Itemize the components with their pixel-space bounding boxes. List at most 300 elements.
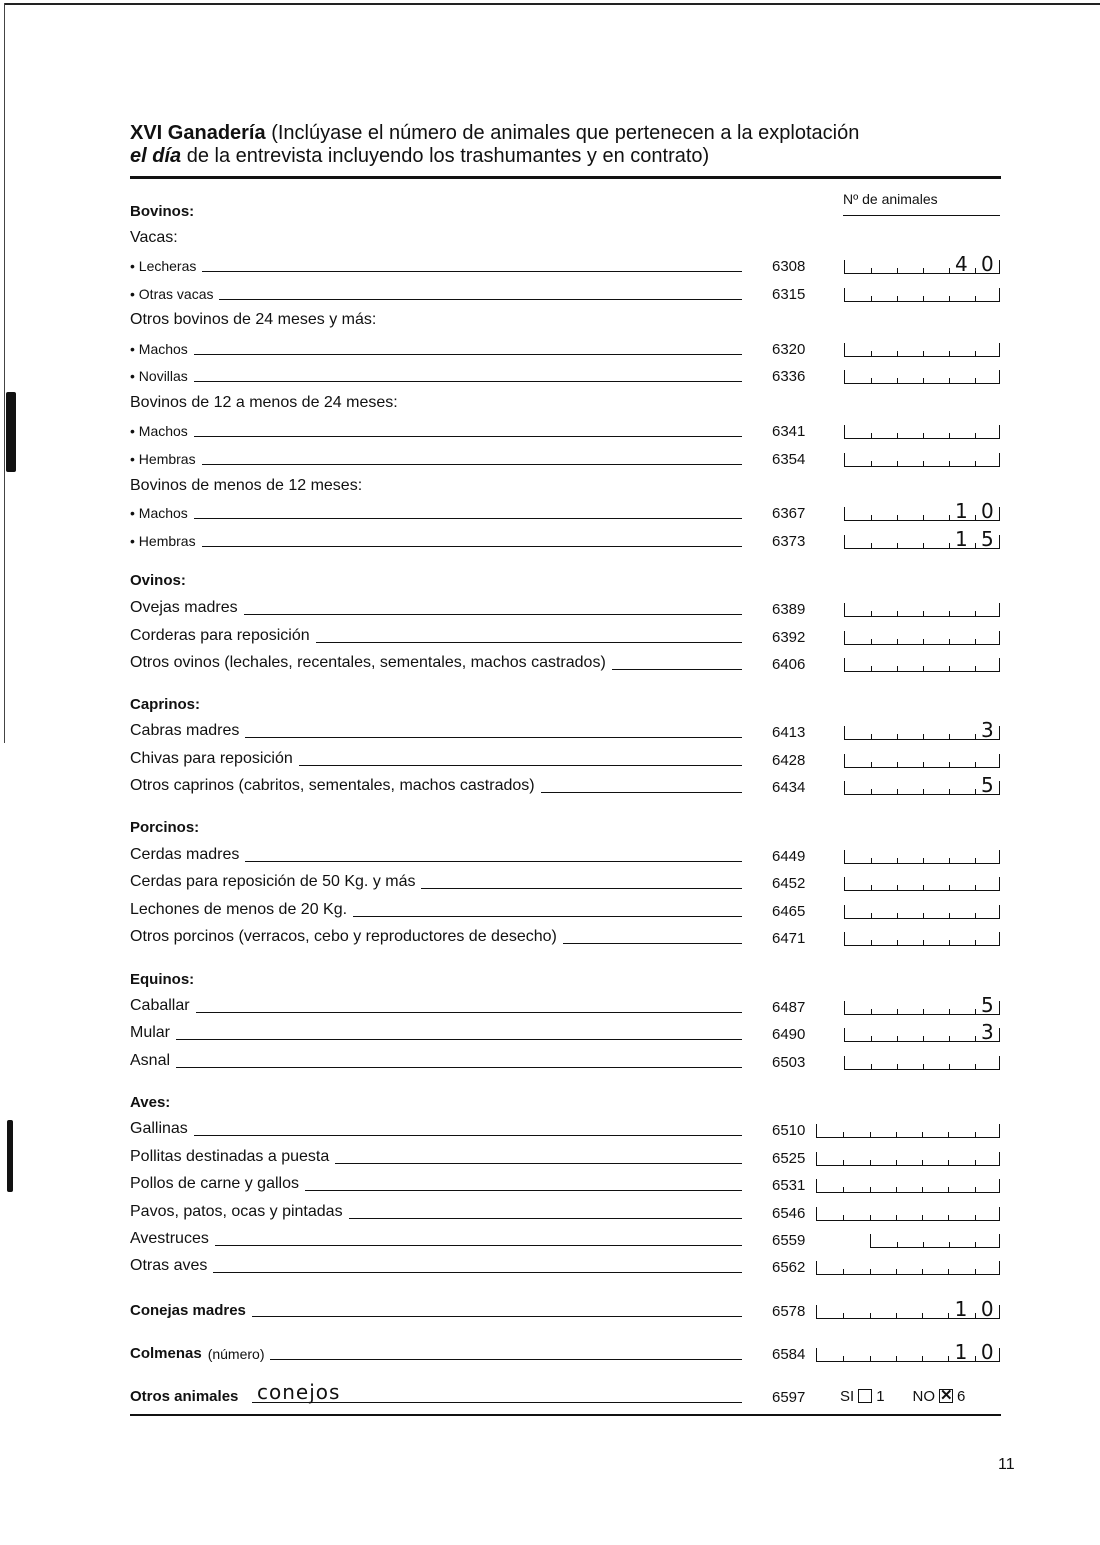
- digit-separator: [949, 1242, 950, 1247]
- digit-separator: [897, 789, 898, 794]
- digit-boxes-lecheras[interactable]: [844, 260, 1000, 274]
- row-label: Asnal: [130, 1052, 171, 1069]
- digit-separator: [923, 666, 924, 671]
- section-number: XVI Ganadería: [130, 122, 266, 144]
- leader-line: [194, 436, 742, 437]
- heading-vacas: Vacas:: [130, 229, 178, 246]
- row-label: • Machos: [130, 341, 188, 357]
- digit-separator: [975, 940, 976, 945]
- leader-line: [202, 271, 742, 272]
- leader-line: [215, 1245, 742, 1246]
- yes-no-options: [840, 1388, 965, 1405]
- handwritten-digit: 1: [955, 499, 968, 523]
- digit-separator: [870, 1215, 871, 1220]
- row-label: Colmenas: [130, 1345, 202, 1362]
- heading-bovinos: Bovinos:: [130, 203, 195, 220]
- row-label: Caballar: [130, 997, 190, 1014]
- digit-separator: [949, 611, 950, 616]
- digit-separator: [948, 1187, 949, 1192]
- digit-separator: [949, 433, 950, 438]
- digit-boxes-machos-menos-12[interactable]: [844, 507, 1000, 521]
- digit-separator: [975, 351, 976, 356]
- handwritten-digit: 5: [981, 773, 994, 797]
- digit-boxes-otras-vacas[interactable]: [844, 288, 1000, 302]
- digit-separator: [870, 1269, 871, 1274]
- digit-separator: [871, 858, 872, 863]
- field-code: 6389: [772, 601, 806, 618]
- digit-separator: [871, 461, 872, 466]
- row-label: Ovejas madres: [130, 599, 238, 616]
- leader-line: [176, 1067, 742, 1068]
- digit-separator: [870, 1132, 871, 1137]
- digit-separator: [975, 296, 976, 301]
- row-label: Gallinas: [130, 1120, 188, 1137]
- digit-separator: [897, 913, 898, 918]
- digit-separator: [948, 1132, 949, 1137]
- digit-separator: [843, 1215, 844, 1220]
- field-code: 6487: [772, 999, 806, 1016]
- form-row-colmenas: [130, 1342, 1001, 1366]
- field-code: 6336: [772, 368, 806, 385]
- field-code: 6320: [772, 341, 806, 358]
- row-label: Lechones de menos de 20 Kg.: [130, 901, 348, 918]
- digit-separator: [923, 378, 924, 383]
- leader-line: [194, 381, 742, 382]
- row-label: Otros animales: [130, 1388, 239, 1405]
- form-row-ovejas-madres: [130, 597, 1001, 621]
- handwritten-digit: 4: [955, 252, 968, 276]
- digit-separator: [949, 666, 950, 671]
- digit-boxes-lechones[interactable]: [844, 905, 1000, 919]
- si-checkbox[interactable]: [858, 1389, 872, 1403]
- leader-line: [219, 299, 742, 300]
- digit-separator: [923, 1036, 924, 1041]
- field-code: 6562: [772, 1259, 806, 1276]
- row-label: • Machos: [130, 505, 188, 521]
- digit-boxes-ovejas-madres[interactable]: [844, 603, 1000, 617]
- handwritten-digit: 3: [981, 718, 994, 742]
- digit-boxes-machos-12-24[interactable]: [844, 425, 1000, 439]
- digit-separator: [897, 1064, 898, 1069]
- digit-separator: [975, 639, 976, 644]
- digit-separator: [871, 639, 872, 644]
- leader-line: [612, 669, 742, 670]
- handwritten-digit: 1: [955, 527, 968, 551]
- digit-separator: [923, 1064, 924, 1069]
- digit-separator: [923, 734, 924, 739]
- digit-boxes-corderas-reposicion[interactable]: [844, 631, 1000, 645]
- form-row-pavos: [130, 1201, 1001, 1225]
- heading-bovinos-menos-12: Bovinos de menos de 12 meses:: [130, 477, 363, 494]
- digit-separator: [896, 1269, 897, 1274]
- digit-separator: [897, 639, 898, 644]
- digit-separator: [975, 1215, 976, 1220]
- leader-line: [196, 1012, 742, 1013]
- heading-aves: Aves:: [130, 1094, 171, 1111]
- digit-separator: [923, 762, 924, 767]
- field-code: 6354: [772, 451, 806, 468]
- leader-line: [305, 1190, 742, 1191]
- digit-separator: [975, 1036, 976, 1041]
- digit-separator: [897, 1009, 898, 1014]
- digit-separator: [871, 789, 872, 794]
- digit-separator: [896, 1313, 897, 1318]
- page-edge-top: [4, 3, 1100, 5]
- page-edge-left: [4, 3, 5, 743]
- handwritten-digit: 1: [954, 1297, 968, 1321]
- form-row-machos-menos-12: [130, 501, 1001, 525]
- digit-separator: [975, 666, 976, 671]
- digit-separator: [897, 378, 898, 383]
- digit-separator: [923, 858, 924, 863]
- form-row-lechones: [130, 899, 1001, 923]
- digit-boxes-cabras-madres[interactable]: [844, 726, 1000, 740]
- leader-line: [194, 354, 742, 355]
- form-row-cabras-madres: [130, 720, 1001, 744]
- form-row-otras-vacas: [130, 282, 1001, 306]
- digit-separator: [871, 296, 872, 301]
- digit-separator: [871, 913, 872, 918]
- handwritten-digit: 0: [980, 1340, 994, 1364]
- leader-line: [245, 737, 742, 738]
- digit-separator: [975, 378, 976, 383]
- digit-boxes-pavos[interactable]: [816, 1207, 1000, 1221]
- digit-separator: [975, 1132, 976, 1137]
- bottom-rule: [130, 1414, 1001, 1416]
- field-code: 6471: [772, 930, 806, 947]
- digit-separator: [948, 1160, 949, 1165]
- digit-boxes-otros-caprinos[interactable]: [844, 781, 1000, 795]
- no-checkbox[interactable]: [939, 1389, 953, 1403]
- digit-separator: [949, 940, 950, 945]
- field-code: 6315: [772, 286, 806, 303]
- field-code: 6510: [772, 1122, 806, 1139]
- title-line-2: [130, 145, 1030, 168]
- row-label: • Hembras: [130, 451, 196, 467]
- leader-line: [299, 765, 742, 766]
- digit-separator: [948, 1215, 949, 1220]
- digit-separator: [949, 378, 950, 383]
- digit-separator: [923, 639, 924, 644]
- form-row-pollos: [130, 1173, 1001, 1197]
- digit-separator: [843, 1269, 844, 1274]
- digit-separator: [975, 1187, 976, 1192]
- field-code: 6525: [772, 1150, 806, 1167]
- row-label: • Hembras: [130, 533, 196, 549]
- digit-separator: [949, 268, 950, 273]
- digit-separator: [871, 734, 872, 739]
- digit-separator: [922, 1132, 923, 1137]
- row-label: Otras aves: [130, 1257, 208, 1274]
- field-code: 6531: [772, 1177, 806, 1194]
- field-code: 6503: [772, 1054, 806, 1071]
- heading-bovinos-12-24: Bovinos de 12 a menos de 24 meses:: [130, 394, 398, 411]
- digit-separator: [897, 543, 898, 548]
- si-label: SI: [840, 1388, 855, 1405]
- digit-separator: [949, 858, 950, 863]
- digit-separator: [948, 1356, 949, 1361]
- digit-separator: [871, 1036, 872, 1041]
- digit-boxes-avestruces[interactable]: [870, 1234, 1000, 1248]
- digit-separator: [897, 1242, 898, 1247]
- digit-separator: [871, 268, 872, 273]
- form-row-otros-ovinos: [130, 652, 1001, 676]
- leader-line: [541, 792, 742, 793]
- form-row-pollitas: [130, 1146, 1001, 1170]
- digit-separator: [897, 433, 898, 438]
- digit-separator: [949, 461, 950, 466]
- field-code: 6465: [772, 903, 806, 920]
- field-code: 6490: [772, 1026, 806, 1043]
- digit-separator: [975, 913, 976, 918]
- digit-boxes-otros-porcinos[interactable]: [844, 932, 1000, 946]
- digit-separator: [949, 762, 950, 767]
- leader-line: [349, 1218, 742, 1219]
- digit-separator: [897, 296, 898, 301]
- leader-line: [335, 1163, 742, 1164]
- digit-separator: [870, 1187, 871, 1192]
- row-label: • Lecheras: [130, 258, 197, 274]
- form-row-conejas-madres: [130, 1299, 1001, 1323]
- title-emphasis: el día: [130, 145, 182, 167]
- digit-separator: [948, 1313, 949, 1318]
- page-number: 11: [998, 1456, 1015, 1473]
- leader-line: [244, 614, 742, 615]
- field-code: 6584: [772, 1346, 806, 1363]
- digit-separator: [975, 789, 976, 794]
- digit-separator: [871, 1009, 872, 1014]
- digit-boxes-asnal[interactable]: [844, 1056, 1000, 1070]
- digit-separator: [871, 351, 872, 356]
- digit-separator: [871, 666, 872, 671]
- digit-separator: [923, 461, 924, 466]
- form-row-cerdas-reposicion: [130, 871, 1001, 895]
- field-code: 6452: [772, 875, 806, 892]
- digit-separator: [871, 885, 872, 890]
- digit-separator: [923, 1242, 924, 1247]
- row-label: Conejas madres: [130, 1302, 246, 1319]
- field-code: 6308: [772, 258, 806, 275]
- leader-line: [194, 1135, 742, 1136]
- digit-separator: [923, 515, 924, 520]
- form-row-chivas-reposicion: [130, 748, 1001, 772]
- digit-boxes-otras-aves[interactable]: [816, 1261, 1000, 1275]
- digit-separator: [949, 515, 950, 520]
- digit-separator: [975, 611, 976, 616]
- digit-separator: [896, 1160, 897, 1165]
- form-row-lecheras: [130, 254, 1001, 278]
- digit-separator: [871, 543, 872, 548]
- digit-separator: [871, 1064, 872, 1069]
- row-label: Pollitas destinadas a puesta: [130, 1148, 330, 1165]
- field-code: 6373: [772, 533, 806, 550]
- digit-separator: [871, 515, 872, 520]
- field-code: 6341: [772, 423, 806, 440]
- leader-line: [194, 518, 742, 519]
- handwritten-digit: 5: [981, 527, 994, 551]
- row-label: Otros ovinos (lechales, recentales, sementales, machos castrados): [130, 654, 606, 671]
- form-row-mular: [130, 1022, 1001, 1046]
- digit-separator: [896, 1187, 897, 1192]
- form-row-caballar: [130, 995, 1001, 1019]
- column-header: Nº de animales: [843, 191, 938, 207]
- row-label: Pollos de carne y gallos: [130, 1175, 299, 1192]
- digit-boxes-hembras-menos-12[interactable]: [844, 535, 1000, 549]
- leader-line: [176, 1039, 742, 1040]
- digit-separator: [923, 940, 924, 945]
- digit-separator: [923, 913, 924, 918]
- form-row-machos-24: [130, 337, 1001, 361]
- column-header-rule: [843, 215, 1000, 216]
- field-code: 6449: [772, 848, 806, 865]
- digit-separator: [897, 940, 898, 945]
- leader-line: [202, 464, 742, 465]
- digit-separator: [897, 611, 898, 616]
- digit-separator: [870, 1313, 871, 1318]
- row-label: Cerdas madres: [130, 846, 240, 863]
- digit-separator: [922, 1187, 923, 1192]
- digit-boxes-otros-ovinos[interactable]: [844, 658, 1000, 672]
- form-row-cerdas-madres: [130, 844, 1001, 868]
- title-line-1: [130, 122, 1030, 145]
- digit-separator: [949, 789, 950, 794]
- digit-separator: [897, 734, 898, 739]
- heading-caprinos: Caprinos:: [130, 696, 201, 713]
- title-rule: [130, 176, 1001, 179]
- digit-separator: [949, 734, 950, 739]
- digit-boxes-cerdas-madres[interactable]: [844, 850, 1000, 864]
- row-label: Cabras madres: [130, 722, 240, 739]
- digit-separator: [949, 913, 950, 918]
- digit-separator: [949, 1009, 950, 1014]
- digit-separator: [897, 351, 898, 356]
- form-row-machos-12-24: [130, 419, 1001, 443]
- digit-separator: [871, 433, 872, 438]
- leader-line: [213, 1272, 742, 1273]
- digit-separator: [896, 1215, 897, 1220]
- form-row-avestruces: [130, 1228, 1001, 1252]
- form-row-novillas: [130, 364, 1001, 388]
- digit-separator: [896, 1132, 897, 1137]
- digit-separator: [897, 762, 898, 767]
- digit-separator: [843, 1132, 844, 1137]
- row-label: Mular: [130, 1024, 171, 1041]
- digit-separator: [843, 1313, 844, 1318]
- row-label: Avestruces: [130, 1230, 209, 1247]
- row-label: Otros caprinos (cabritos, sementales, machos castrados): [130, 777, 535, 794]
- digit-boxes-novillas[interactable]: [844, 370, 1000, 384]
- digit-boxes-conejas-madres[interactable]: [816, 1305, 1000, 1319]
- no-label: NO: [912, 1388, 936, 1405]
- form-row-otras-aves: [130, 1255, 1001, 1279]
- digit-separator: [975, 543, 976, 548]
- check-mark-icon: ✕: [940, 1387, 953, 1404]
- form-row-asnal: [130, 1050, 1001, 1074]
- field-code: 6578: [772, 1303, 806, 1320]
- row-label: Cerdas para reposición de 50 Kg. y más: [130, 873, 416, 890]
- digit-separator: [975, 1269, 976, 1274]
- form-row-hembras-menos-12: [130, 529, 1001, 553]
- leader-line: [316, 642, 742, 643]
- digit-boxes-chivas-reposicion[interactable]: [844, 754, 1000, 768]
- title-text-2: de la entrevista incluyendo los trashumantes y en contrato): [186, 145, 710, 167]
- digit-separator: [923, 268, 924, 273]
- form-row-gallinas: [130, 1118, 1001, 1142]
- digit-separator: [923, 611, 924, 616]
- digit-separator: [871, 611, 872, 616]
- heading-porcinos: Porcinos:: [130, 819, 200, 836]
- handwritten-otros-animales: conejos: [257, 1380, 341, 1404]
- digit-separator: [843, 1356, 844, 1361]
- field-code: 6392: [772, 629, 806, 646]
- digit-boxes-colmenas[interactable]: [816, 1348, 1000, 1362]
- digit-boxes-pollos[interactable]: [816, 1179, 1000, 1193]
- leader-line: [563, 943, 742, 944]
- handwritten-digit: 1: [954, 1340, 968, 1364]
- digit-separator: [870, 1160, 871, 1165]
- digit-separator: [975, 885, 976, 890]
- field-code: 6428: [772, 752, 806, 769]
- digit-separator: [975, 1160, 976, 1165]
- handwritten-digit: 0: [981, 252, 994, 276]
- form-row-otros-caprinos: [130, 775, 1001, 799]
- digit-separator: [897, 885, 898, 890]
- heading-otros-bovinos-24: Otros bovinos de 24 meses y más:: [130, 311, 377, 328]
- digit-boxes-cerdas-reposicion[interactable]: [844, 877, 1000, 891]
- handwritten-digit: 5: [981, 993, 994, 1017]
- form-row-otros-porcinos: [130, 926, 1001, 950]
- row-label: Corderas para reposición: [130, 627, 310, 644]
- digit-boxes-mular[interactable]: [844, 1028, 1000, 1042]
- digit-separator: [897, 268, 898, 273]
- digit-separator: [923, 351, 924, 356]
- digit-separator: [975, 1242, 976, 1247]
- digit-separator: [923, 1009, 924, 1014]
- digit-separator: [948, 1269, 949, 1274]
- digit-separator: [897, 461, 898, 466]
- field-code: 6559: [772, 1232, 806, 1249]
- binding-mark: [6, 392, 16, 472]
- digit-separator: [975, 1313, 976, 1318]
- row-label: • Otras vacas: [130, 286, 214, 302]
- digit-separator: [975, 515, 976, 520]
- digit-separator: [975, 762, 976, 767]
- digit-separator: [897, 858, 898, 863]
- digit-boxes-machos-24[interactable]: [844, 343, 1000, 357]
- digit-boxes-pollitas[interactable]: [816, 1152, 1000, 1166]
- handwritten-digit: 0: [980, 1297, 994, 1321]
- digit-separator: [871, 762, 872, 767]
- digit-separator: [843, 1160, 844, 1165]
- digit-separator: [949, 296, 950, 301]
- digit-separator: [897, 515, 898, 520]
- row-label: • Novillas: [130, 368, 188, 384]
- digit-separator: [975, 858, 976, 863]
- field-code: 6406: [772, 656, 806, 673]
- digit-boxes-gallinas[interactable]: [816, 1124, 1000, 1138]
- digit-boxes-caballar[interactable]: [844, 1001, 1000, 1015]
- digit-separator: [949, 1064, 950, 1069]
- field-code: 6597: [772, 1389, 806, 1406]
- digit-boxes-hembras-12-24[interactable]: [844, 453, 1000, 467]
- row-label: Chivas para reposición: [130, 750, 293, 767]
- field-code: 6546: [772, 1205, 806, 1222]
- digit-separator: [922, 1313, 923, 1318]
- leader-line: [202, 546, 742, 547]
- digit-separator: [871, 940, 872, 945]
- digit-separator: [923, 543, 924, 548]
- digit-separator: [975, 461, 976, 466]
